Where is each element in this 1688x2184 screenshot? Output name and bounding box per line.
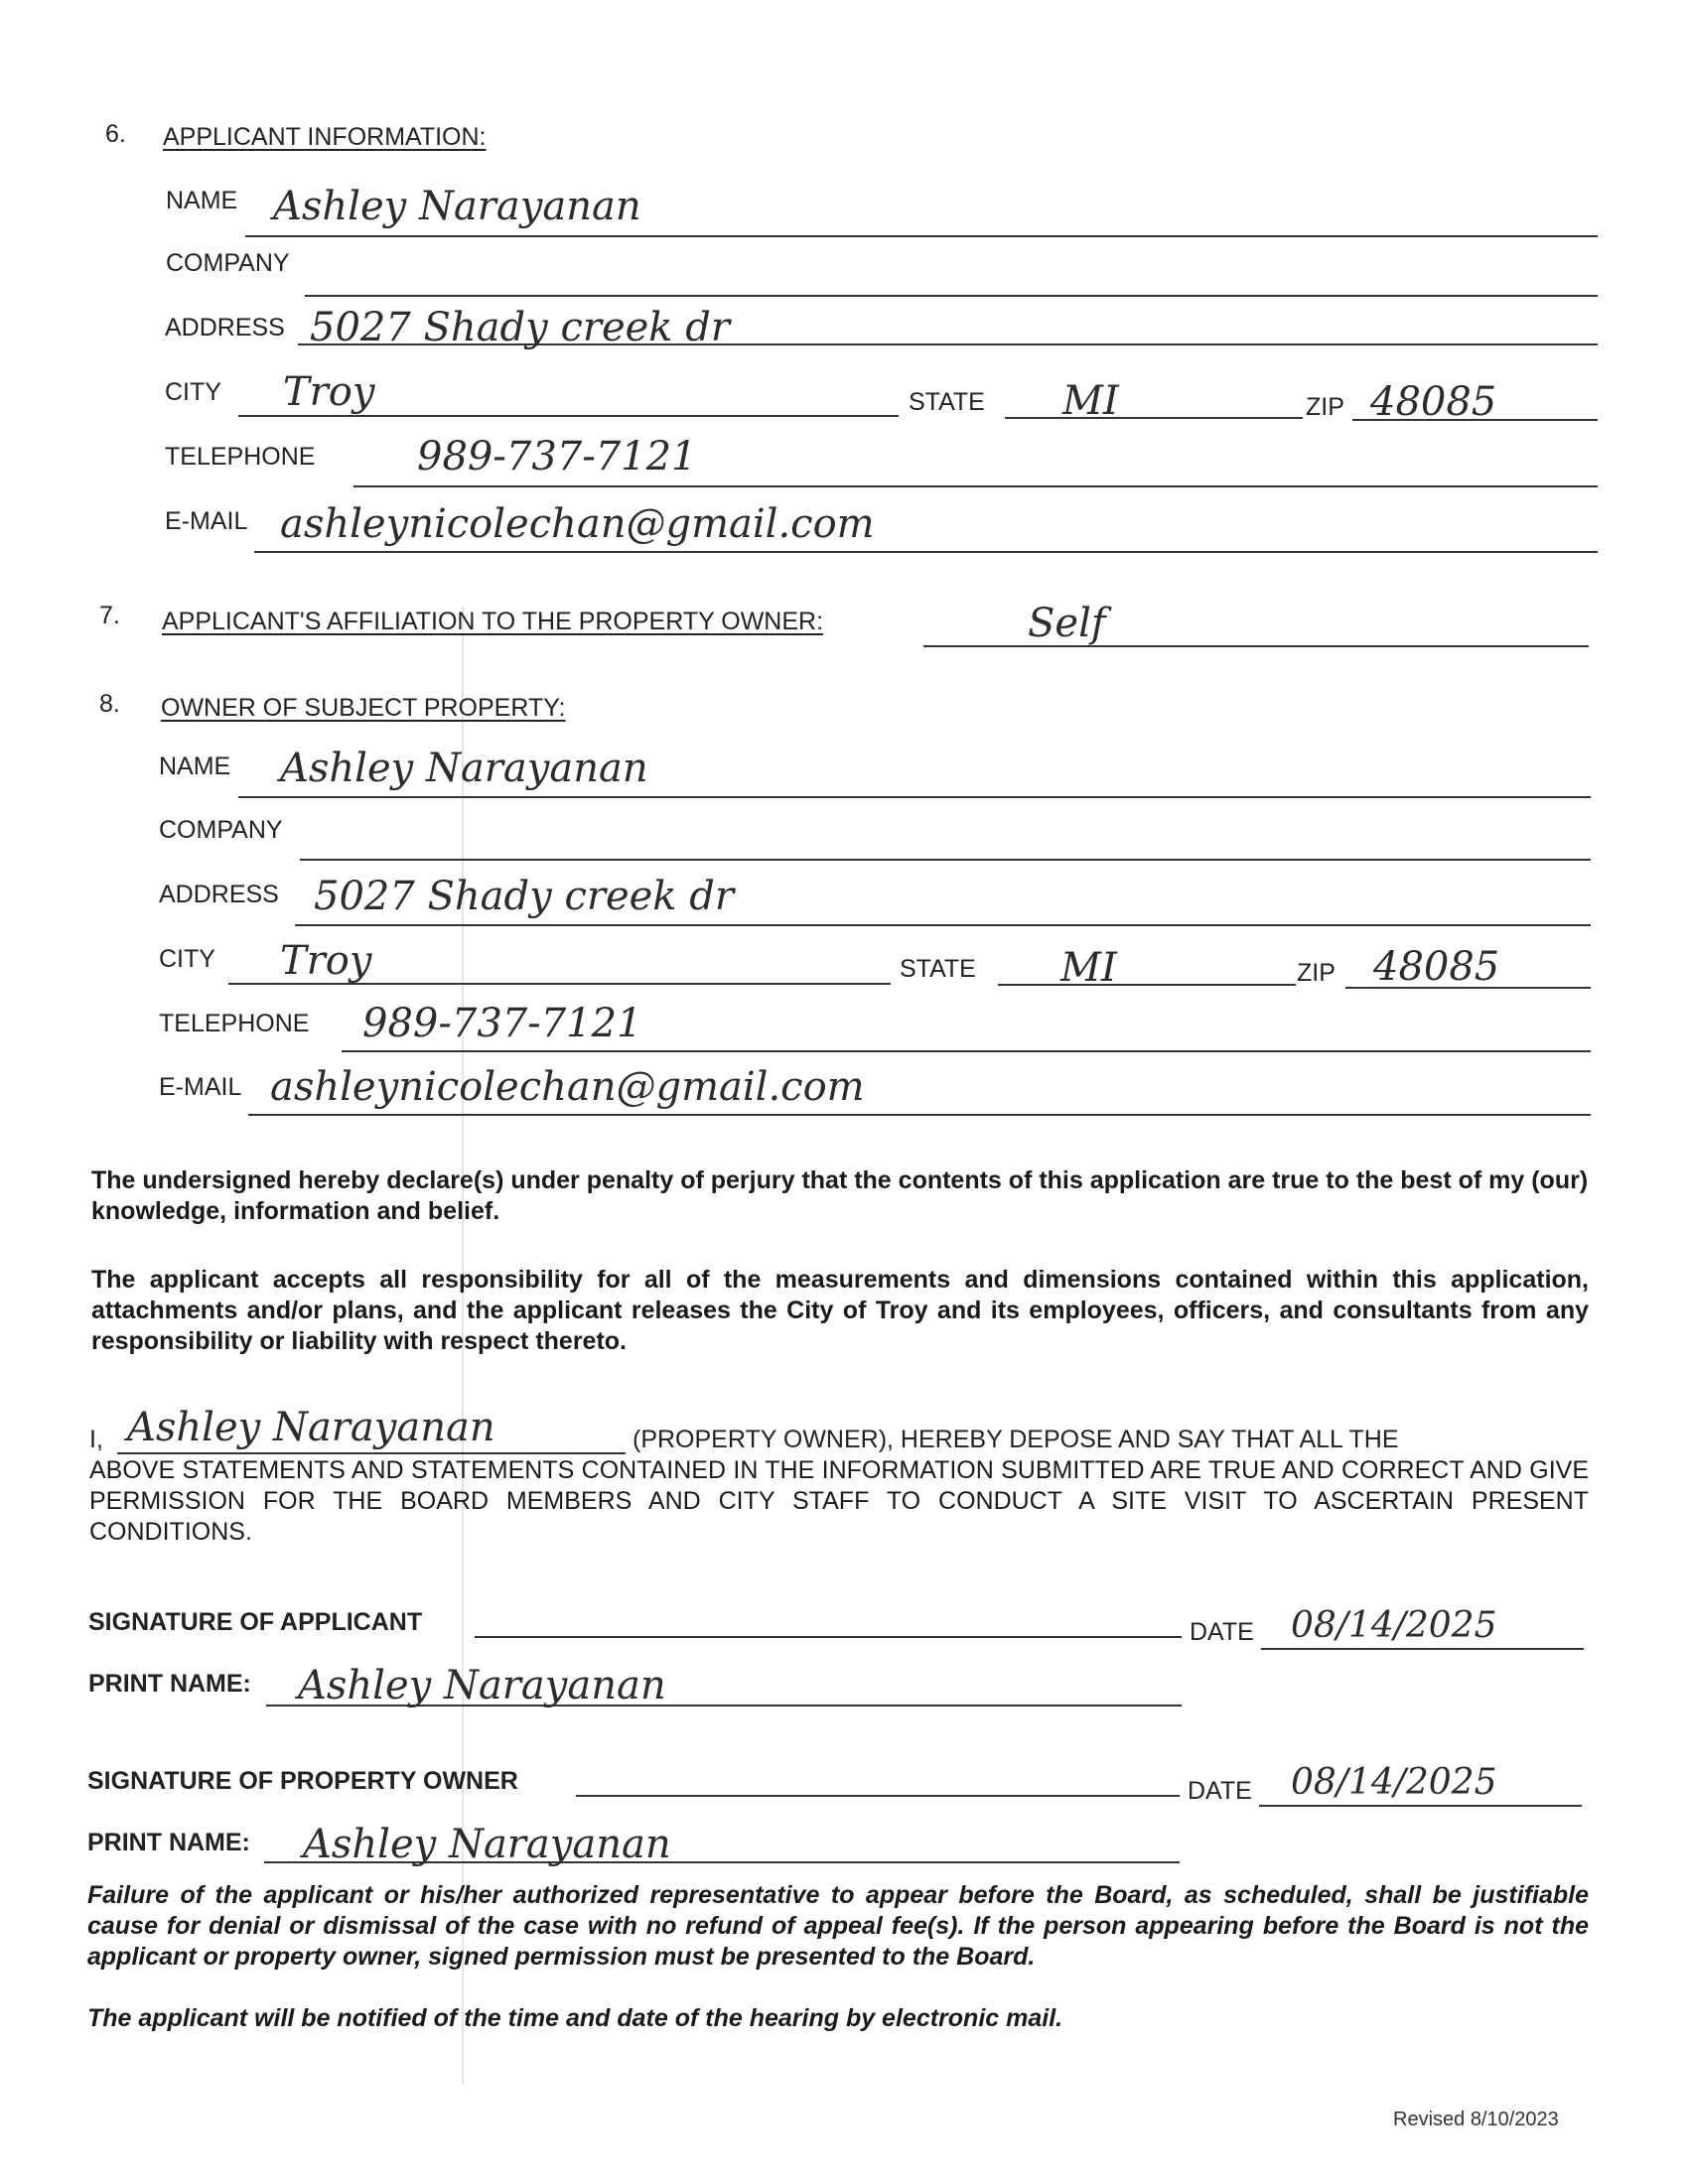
applicant-state-label: STATE — [909, 388, 985, 416]
section-title-owner: OWNER OF SUBJECT PROPERTY: — [161, 694, 566, 722]
notification-notice: The applicant will be notified of the time and date of the hearing by electronic mail. — [87, 2004, 1063, 2032]
applicant-email-value[interactable]: ashleynicolechan@gmail.com — [280, 501, 875, 547]
owner-city-label: CITY — [159, 945, 215, 973]
owner-date-value[interactable]: 08/14/2025 — [1291, 1762, 1497, 1803]
applicant-name-value[interactable]: Ashley Narayanan — [273, 184, 641, 229]
applicant-zip-value[interactable]: 48085 — [1370, 379, 1497, 425]
owner-company-label: COMPANY — [159, 816, 283, 844]
owner-telephone-label: TELEPHONE — [159, 1010, 310, 1037]
owner-address-value[interactable]: 5027 Shady creek dr — [314, 874, 734, 919]
applicant-telephone-value[interactable]: 989-737-7121 — [417, 434, 697, 479]
owner-company-line — [300, 859, 1591, 861]
owner-print-value[interactable]: Ashley Narayanan — [303, 1822, 671, 1867]
owner-zip-value[interactable]: 48085 — [1373, 944, 1500, 990]
applicant-telephone-label: TELEPHONE — [165, 443, 316, 471]
deposition-prefix: I, — [89, 1426, 103, 1453]
section-number: 8. — [99, 690, 120, 718]
applicant-date-line — [1261, 1648, 1584, 1650]
owner-state-label: STATE — [900, 955, 976, 983]
applicant-state-value[interactable]: MI — [1062, 378, 1119, 424]
applicant-telephone-line — [353, 485, 1598, 487]
owner-name-line — [238, 796, 1591, 798]
deposition-name-line — [117, 1452, 626, 1454]
applicant-print-value[interactable]: Ashley Narayanan — [298, 1663, 666, 1708]
applicant-signature-line[interactable] — [475, 1636, 1182, 1638]
applicant-signature-label: SIGNATURE OF APPLICANT — [88, 1608, 423, 1636]
owner-state-line — [998, 984, 1296, 986]
owner-telephone-value[interactable]: 989-737-7121 — [362, 1001, 642, 1046]
applicant-address-value[interactable]: 5027 Shady creek dr — [310, 305, 730, 350]
perjury-declaration: The undersigned hereby declare(s) under penalty of perjury that the contents of this application are true to the best of my (our) knowledge, information and belief. — [91, 1166, 1589, 1225]
deposition-owner-name[interactable]: Ashley Narayanan — [127, 1405, 495, 1450]
applicant-company-line — [305, 295, 1598, 297]
section-number: 7. — [99, 602, 120, 629]
applicant-zip-label: ZIP — [1306, 393, 1344, 421]
applicant-address-label: ADDRESS — [165, 314, 285, 341]
applicant-city-line — [238, 415, 899, 417]
applicant-date-value[interactable]: 08/14/2025 — [1291, 1605, 1497, 1646]
applicant-state-line — [1005, 417, 1303, 419]
applicant-city-label: CITY — [165, 378, 221, 406]
owner-signature-line[interactable] — [576, 1795, 1180, 1797]
owner-date-label: DATE — [1188, 1777, 1252, 1805]
revised-date: Revised 8/10/2023 — [1393, 2109, 1559, 2130]
affiliation-value[interactable]: Self — [1028, 601, 1106, 646]
applicant-date-label: DATE — [1190, 1618, 1254, 1646]
applicant-email-label: E-MAIL — [165, 507, 248, 535]
section-number: 6. — [105, 120, 126, 148]
owner-zip-label: ZIP — [1297, 959, 1336, 987]
owner-name-label: NAME — [159, 752, 231, 780]
responsibility-declaration: The applicant accepts all responsibility for all of the measurements and dimensions contained within this application, attachments and/or plans, and the applicant releases the City of Troy and its employees, officers, and consultants from any responsibility or liability with respect thereto. — [91, 1266, 1589, 1355]
owner-state-value[interactable]: MI — [1060, 945, 1117, 991]
applicant-email-line — [254, 551, 1598, 553]
owner-telephone-line — [342, 1050, 1591, 1052]
owner-email-value[interactable]: ashleynicolechan@gmail.com — [270, 1064, 865, 1110]
owner-email-label: E-MAIL — [159, 1073, 242, 1101]
owner-email-line — [248, 1114, 1591, 1116]
section-title-affiliation: APPLICANT'S AFFILIATION TO THE PROPERTY OWNER: — [162, 608, 824, 635]
owner-name-value[interactable]: Ashley Narayanan — [280, 746, 648, 791]
owner-date-line — [1259, 1805, 1582, 1807]
applicant-name-label: NAME — [166, 187, 238, 214]
deposition-text-first: (PROPERTY OWNER), HEREBY DEPOSE AND SAY THAT ALL THE — [633, 1426, 1399, 1453]
applicant-company-label: COMPANY — [166, 249, 290, 277]
owner-print-label: PRINT NAME: — [87, 1829, 250, 1856]
deposition-text-rest: ABOVE STATEMENTS AND STATEMENTS CONTAINED IN THE INFORMATION SUBMITTED ARE TRUE AND CORRECT AND GIVE PERMISSION FOR THE BOARD MEMBERS AND CITY STAFF TO CONDUCT A SITE VISIT TO ASCERTAIN PRESENT CONDITIONS. — [89, 1456, 1589, 1546]
owner-signature-label: SIGNATURE OF PROPERTY OWNER — [87, 1767, 518, 1795]
applicant-print-label: PRINT NAME: — [88, 1670, 251, 1698]
owner-address-line — [295, 924, 1591, 926]
affiliation-line — [923, 645, 1589, 647]
failure-notice: Failure of the applicant or his/her authorized representative to appear before the Board, as scheduled, shall be justifiable cause for denial or dismissal of the case with no refund of appeal fee(s). If the person appearing before the Board is not the applicant or property owner, signed permission must be presented to the Board. — [87, 1881, 1589, 1971]
applicant-city-value[interactable]: Troy — [283, 369, 375, 415]
section-title-applicant: APPLICANT INFORMATION: — [163, 123, 487, 151]
owner-city-value[interactable]: Troy — [280, 938, 372, 984]
applicant-name-line — [245, 235, 1598, 237]
owner-address-label: ADDRESS — [159, 881, 279, 908]
